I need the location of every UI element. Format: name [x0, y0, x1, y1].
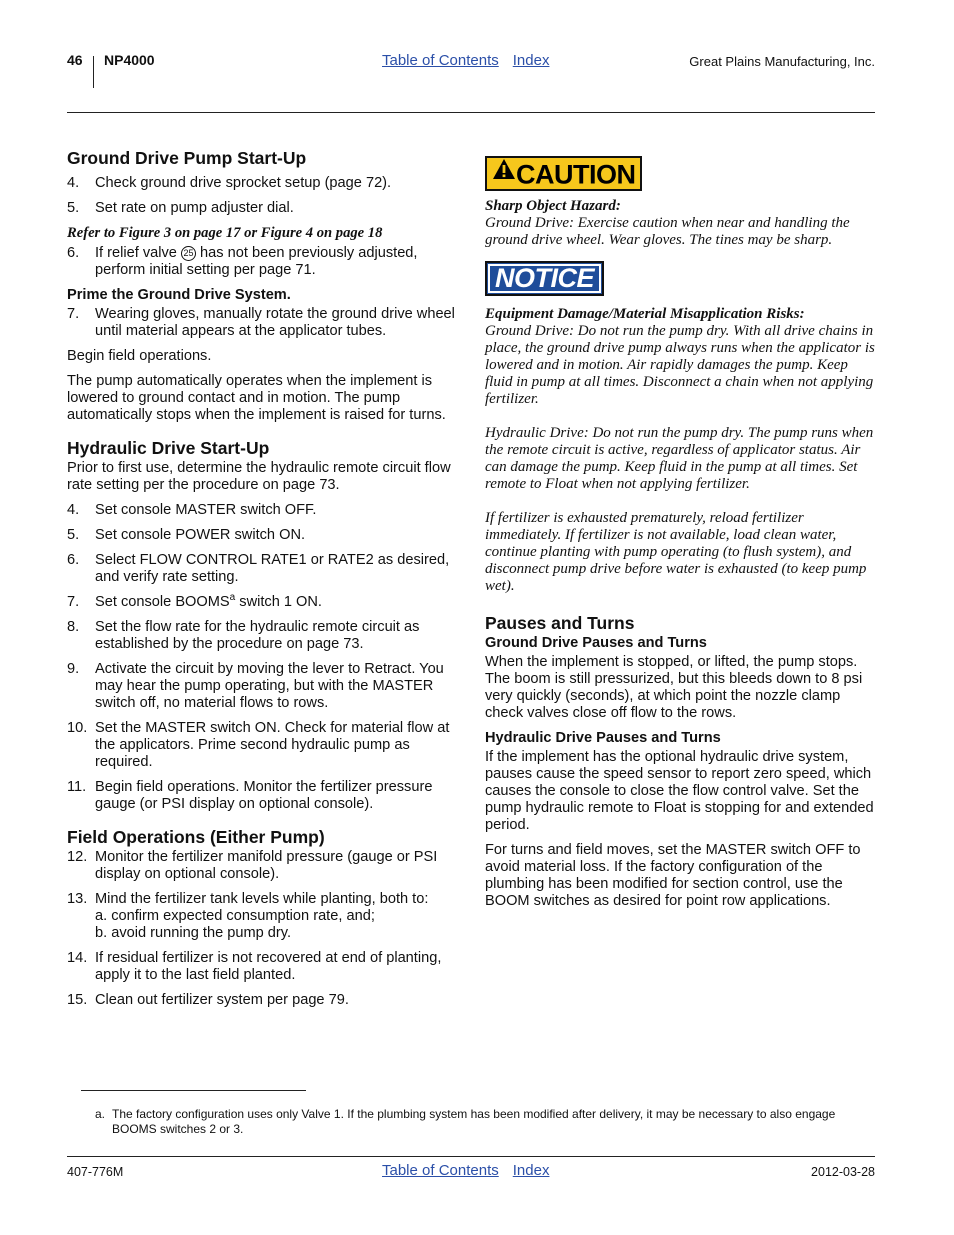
notice-label: NOTICE — [485, 261, 604, 296]
prime-steps — [67, 306, 459, 340]
model-name: NP4000 — [104, 52, 155, 68]
figure-reference-note: Refer to Figure 3 on page 17 or Figure 4 on page 18 — [67, 225, 383, 241]
footnote-marker[interactable]: a — [229, 592, 236, 604]
header-rule — [67, 112, 875, 113]
ground-drive-pauses-title: Ground Drive Pauses and Turns — [485, 635, 707, 651]
relief-valve-callout: 25 — [181, 246, 196, 261]
list-item: 12. Monitor the fertilizer manifold pressure (gauge or PSI display on optional console). — [67, 849, 438, 882]
hydraulic-drive-pauses-title: Hydraulic Drive Pauses and Turns — [485, 730, 721, 746]
list-item: 4. Check ground drive sprocket setup (page 72). — [67, 175, 392, 191]
table-of-contents-link[interactable]: Table of Contents — [382, 1162, 499, 1179]
right-column — [485, 148, 877, 918]
begin-operations-text: Begin field operations. — [67, 348, 212, 364]
table-of-contents-link[interactable]: Table of Contents — [382, 52, 499, 69]
hydraulic-drive-title: Hydraulic Drive Start-Up — [67, 438, 270, 458]
notice-hazard-title: Equipment Damage/Material Misapplication Risks: — [485, 306, 805, 322]
notice-text-block — [485, 306, 877, 595]
list-item: 5. Set rate on pump adjuster dial. — [67, 200, 294, 216]
list-item: 10. Set the MASTER switch ON. Check for material flow at the applicators. Prime second hydraulic pump as required. — [67, 720, 450, 770]
page-number: 46 — [67, 52, 83, 68]
footer-rule — [67, 1156, 875, 1157]
prime-title: Prime the Ground Drive System. — [67, 287, 291, 303]
company-name: Great Plains Manufacturing, Inc. — [689, 54, 875, 69]
turns-text: For turns and field moves, set the MASTER switch OFF to avoid material loss. If the factory configuration of the plumbing has been modified for section control, use the BOOM switches as desired for point row applications. — [485, 842, 861, 909]
list-item: 7. Wearing gloves, manually rotate the ground drive wheel until material appears at the applicator tubes. — [67, 306, 455, 339]
ground-drive-title: Ground Drive Pump Start-Up — [67, 148, 307, 168]
footnote-rule — [81, 1090, 306, 1091]
list-item: 13. Mind the fertilizer tank levels while planting, both to: a. confirm expected consumption rate, and; b. avoid running the pump dry. — [67, 891, 429, 941]
ground-drive-pauses-text: When the implement is stopped, or lifted, the pump stops. The boom is still pressurized, but this bleeds down to 8 psi very quickly (seconds), at which point the nozzle clamp check valves close off flow to the rows. — [485, 654, 863, 721]
footer-nav — [382, 1162, 549, 1179]
header-divider — [93, 56, 94, 88]
footnote-text: The factory configuration uses only Valve 1. If the plumbing system has been modified after delivery, it may be necessary to also engage BOOMS switches 2 or 3. — [112, 1107, 836, 1136]
page-header — [67, 52, 875, 72]
list-item: 6. Select FLOW CONTROL RATE1 or RATE2 as desired, and verify rate setting. — [67, 552, 450, 585]
notice-ground-drive: Ground Drive: Do not run the pump dry. With all drive chains in place, the ground drive pump always runs when the applicator is lowered and in motion. Air rapidly damages the pump. Keep fluid in pump at all times. Disconnect a chain when not applying fertilizer. — [485, 323, 875, 407]
header-nav — [382, 52, 549, 69]
caution-text-block — [485, 198, 877, 249]
field-operations-title: Field Operations (Either Pump) — [67, 827, 325, 847]
notice-fertilizer-exhausted: If fertilizer is exhausted prematurely, reload fertilizer immediately. If fertilizer is not available, load clean water, continue planting with pump operating (to flush system), and disconnect pump drive before water is exhausted (to keep pump wet). — [485, 510, 867, 594]
publication-date: 2012-03-28 — [811, 1165, 875, 1179]
footnote-letter: a. — [95, 1107, 106, 1121]
footnote — [95, 1107, 855, 1137]
hydraulic-intro: Prior to first use, determine the hydraulic remote circuit flow rate setting per the procedure on page 73. — [67, 460, 451, 493]
left-column — [67, 148, 459, 1017]
document-number: 407-776M — [67, 1165, 124, 1179]
field-operations-steps — [67, 849, 459, 1009]
ground-drive-steps — [67, 175, 459, 217]
caution-label: CAUTION — [485, 156, 642, 191]
list-item: 4. Set console MASTER switch OFF. — [67, 502, 317, 518]
index-link[interactable]: Index — [512, 1162, 550, 1179]
list-item: 11. Begin field operations. Monitor the fertilizer pressure gauge (or PSI display on optional console). — [67, 779, 433, 812]
page-footer — [67, 1162, 875, 1182]
list-item: 7. Set console BOOMS$^a$ switch 1 ON. — [67, 592, 322, 610]
caution-text: Ground Drive: Exercise caution when near and handling the ground drive wheel. Wear gloves. The tines may be sharp. — [485, 215, 850, 248]
hydraulic-drive-pauses-text: If the implement has the optional hydraulic drive system, pauses cause the speed sensor to report zero speed, which causes the console to close the flow control valve. Set the pump hydraulic remote to Float is stopping for and extended period. — [485, 749, 874, 833]
caution-hazard-title: Sharp Object Hazard: — [485, 198, 621, 214]
hydraulic-steps — [67, 502, 459, 813]
auto-operation-text: The pump automatically operates when the implement is lowered to ground contact and in motion. The pump automatically stops when the implement is raised for turns. — [67, 373, 446, 423]
list-item: 5. Set console POWER switch ON. — [67, 527, 306, 543]
notice-hydraulic-drive: Hydraulic Drive: Do not run the pump dry. The pump runs when the remote circuit is active, regardless of applicator status. Air can damage the pump. Keep fluid in the pump at all times. Set remote to Float when not applying fertilizer. — [485, 425, 874, 492]
pauses-turns-title: Pauses and Turns — [485, 613, 635, 633]
list-item: 6. If relief valve 25 has not been previously adjusted, perform initial setting per page 71. — [67, 245, 418, 278]
list-item: 8. Set the flow rate for the hydraulic remote circuit as established by the procedure on page 73. — [67, 619, 420, 652]
list-item: 14. If residual fertilizer is not recovered at end of planting, apply it to the last field planted. — [67, 950, 442, 983]
ground-drive-step6-list — [67, 245, 459, 279]
list-item: 9. Activate the circuit by moving the lever to Retract. You may hear the pump operating, but with the MASTER switch off, no material flows to rows. — [67, 661, 444, 711]
warning-triangle-icon — [492, 158, 516, 192]
index-link[interactable]: Index — [512, 52, 550, 69]
list-item: 15. Clean out fertilizer system per page 79. — [67, 992, 349, 1008]
